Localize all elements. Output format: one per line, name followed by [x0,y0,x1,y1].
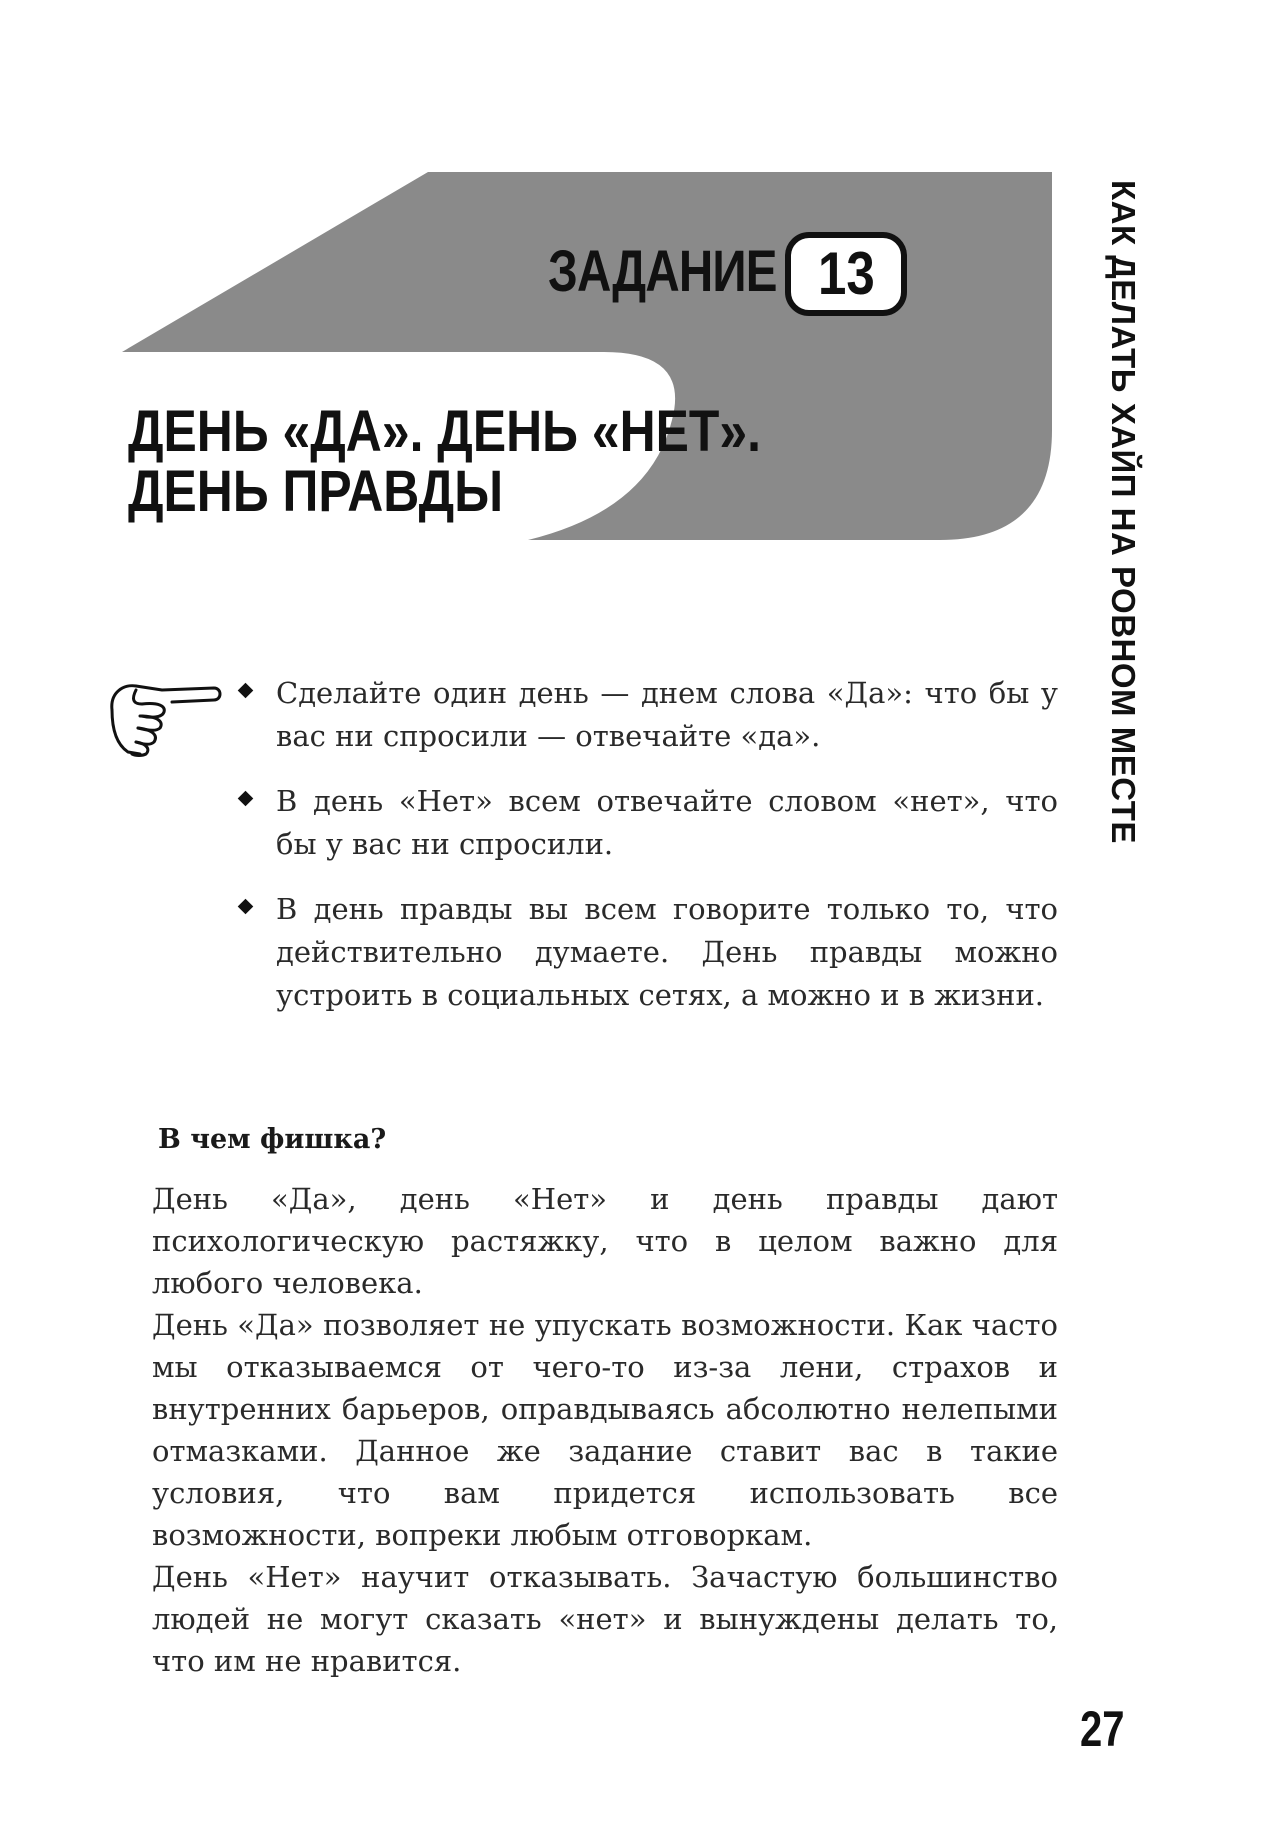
list-item-text: В день «Нет» всем отвечайте словом «нет», что бы у вас ни спросили. [276,784,1058,861]
task-number: 13 [817,240,875,307]
paragraph: День «Да» позволяет не упускать возможности. Как часто мы отказываемся от чего-то из-за лени, страхов и внутренних барьеров, оправдываясь абсолютно нелепыми отмазками. Данное же задание ставит вас в такие условия, что вам придется использовать все возможности, вопреки любым отговоркам. [152,1308,1058,1552]
list-item [236,672,1058,758]
running-book-title: КАК ДЕЛАТЬ ХАЙП НА РОВНОМ МЕСТЕ [1105,180,1142,844]
bullet-diamond-icon [238,899,254,915]
page-title-line-2: ДЕНЬ ПРАВДЫ [128,459,504,524]
body-text [152,1178,1058,1682]
instruction-list [236,672,1058,1039]
page-number: 27 [1080,1701,1125,1757]
list-item [236,780,1058,866]
paragraph: День «Да», день «Нет» и день правды дают психологическую растяжку, что в целом важно для любого человека. [152,1182,1058,1300]
bullet-diamond-icon [238,791,254,807]
list-item [236,888,1058,1017]
section-heading: В чем фишка? [158,1124,387,1155]
task-number-badge [785,232,907,316]
task-label: ЗАДАНИЕ [548,239,777,304]
list-item-text: Сделайте один день — днем слова «Да»: что бы у вас ни спросили — отвечайте «да». [276,676,1058,753]
bullet-diamond-icon [238,683,254,699]
list-item-text: В день правды вы всем говорите только то, что действительно думаете. День правды можно устроить в социальных сетях, а можно и в жизни. [276,892,1058,1012]
page-title-line-1: ДЕНЬ «ДА». ДЕНЬ «НЕТ». [128,399,761,464]
pointing-hand-icon [106,670,226,758]
paragraph: День «Нет» научит отказывать. Зачастую большинство людей не могут сказать «нет» и вынуждены делать то, что им не нравится. [152,1560,1058,1678]
